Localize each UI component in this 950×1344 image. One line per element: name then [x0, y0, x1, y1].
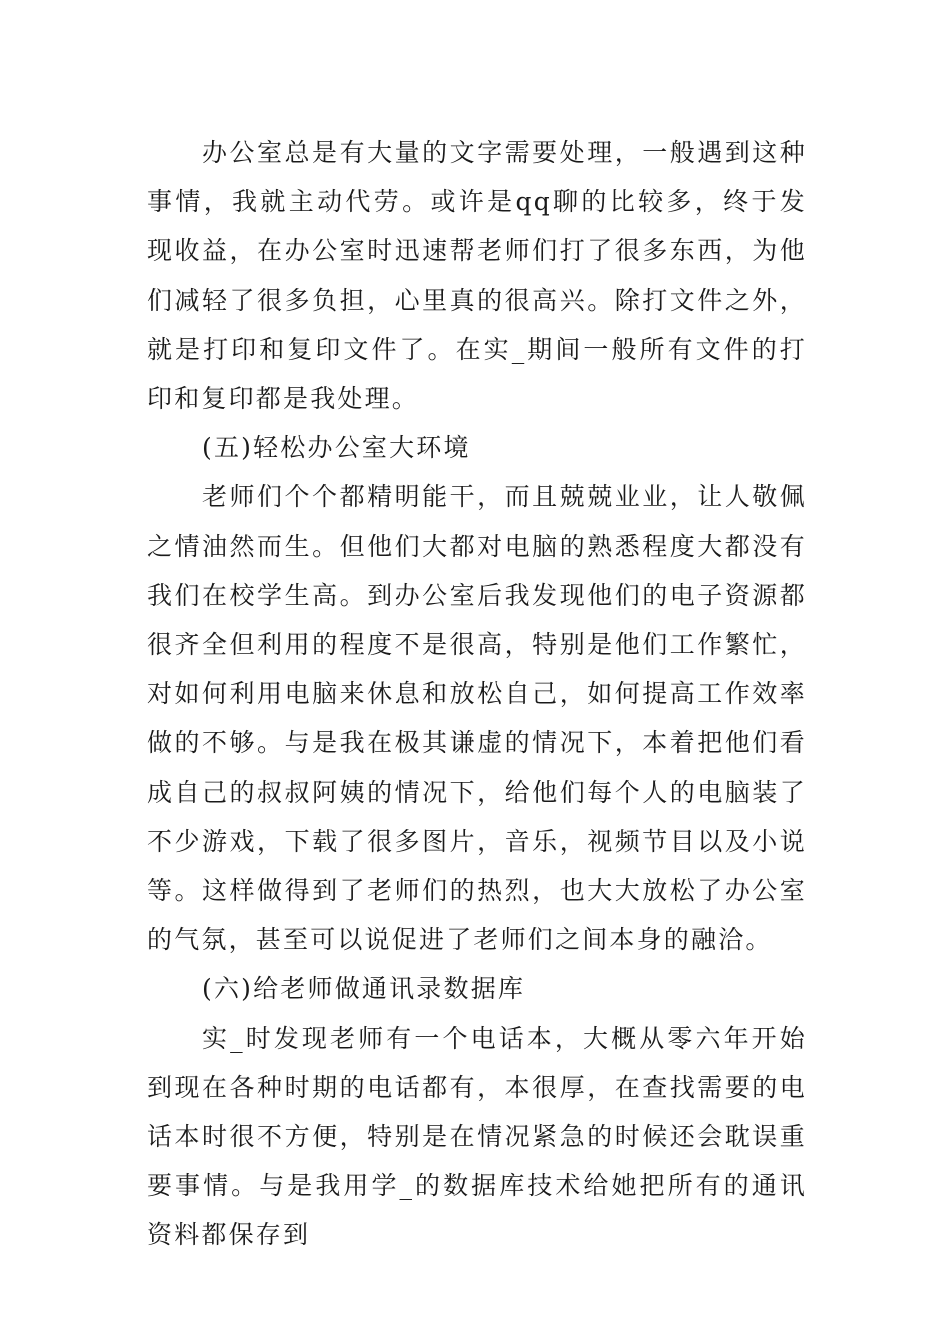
paragraph-office-typing: 办公室总是有大量的文字需要处理，一般遇到这种事情，我就主动代劳。或许是qq聊的比较多，终于发现收益，在办公室时迅速帮老师们打了很多东西，为他们减轻了很多负担，心里真的很高兴。除打文件之外，就是打印和复印文件了。在实_期间一般所有文件的打印和复印都是我处理。 [147, 138, 807, 414]
section-heading-6: (六)给老师做通讯录数据库 [202, 974, 526, 1004]
paragraph-office-environment: 老师们个个都精明能干，而且兢兢业业，让人敬佩之情油然而生。但他们大都对电脑的熟悉程度大都没有我们在校学生高。到办公室后我发现他们的电子资源都很齐全但利用的程度不是很高，特别是他们工作繁忙，对如何利用电脑来休息和放松自己，如何提高工作效率做的不够。与是我在极其谦虚的情况下，本着把他们看成自己的叔叔阿姨的情况下，给他们每个人的电脑装了不少游戏，下载了很多图片，音乐，视频节目以及小说等。这样做得到了老师们的热烈，也大大放松了办公室的气氛，甚至可以说促进了老师们之间本身的融洽。 [147, 482, 807, 955]
document-body [147, 128, 807, 1260]
section-heading-5: (五)轻松办公室大环境 [202, 433, 471, 463]
paragraph-contacts-database: 实_时发现老师有一个电话本，大概从零六年开始到现在各种时期的电话都有，本很厚，在查找需要的电话本时很不方便，特别是在情况紧急的时候还会耽误重要事情。与是我用学_的数据库技术给她把所有的通讯资料都保存到 [147, 1023, 807, 1250]
